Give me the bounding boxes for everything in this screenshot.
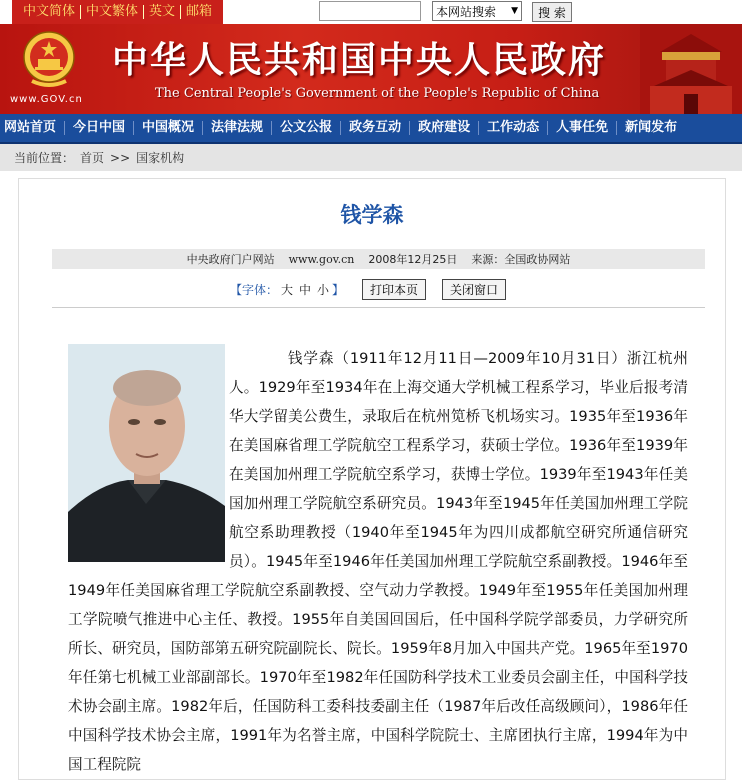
search-input[interactable]: [319, 1, 421, 21]
close-window-button[interactable]: 关闭窗口: [442, 279, 506, 300]
nav-official-documents[interactable]: 公文公报: [271, 121, 340, 135]
article-meta: [52, 249, 705, 269]
font-medium-link[interactable]: 中: [298, 282, 311, 297]
article-site: 中央政府门户网站: [186, 253, 275, 266]
nav-today-china[interactable]: 今日中国: [64, 121, 133, 135]
site-banner: [0, 24, 742, 114]
nav-press-release[interactable]: 新闻发布: [616, 121, 685, 135]
site-title: 中华人民共和国中央人民政府: [112, 39, 607, 81]
divider: [52, 307, 705, 308]
breadcrumb-label: 当前位置：: [14, 151, 75, 165]
nav-government-building[interactable]: 政府建设: [409, 121, 478, 135]
search-scope-value: 本网站搜索: [436, 4, 497, 19]
link-english[interactable]: 英文: [144, 5, 181, 19]
font-size-label: 【字体：: [229, 282, 278, 297]
breadcrumb-separator: >>: [110, 150, 131, 165]
nav-laws[interactable]: 法律法规: [202, 121, 271, 135]
site-title-english: The Central People's Government of the People's Republic of China: [155, 86, 600, 101]
nav-appointments[interactable]: 人事任免: [547, 121, 616, 135]
search-scope-select[interactable]: [432, 1, 522, 21]
breadcrumb: [0, 144, 742, 171]
portrait-photo: [68, 344, 225, 562]
breadcrumb-current[interactable]: 国家机构: [136, 151, 185, 165]
breadcrumb-home[interactable]: 首页: [80, 151, 105, 165]
font-large-link[interactable]: 大: [280, 282, 293, 297]
national-emblem-icon: [22, 29, 76, 89]
nav-home[interactable]: 网站首页: [4, 120, 57, 135]
search-button[interactable]: 搜 索: [532, 2, 572, 22]
article-tools: [19, 278, 725, 300]
language-links: [12, 0, 223, 24]
main-navigation: [0, 114, 742, 144]
link-mailbox[interactable]: 邮箱: [186, 4, 213, 19]
tiananmen-gate-icon: [640, 24, 742, 114]
article-domain: www.gov.cn: [288, 252, 355, 266]
link-traditional-chinese[interactable]: 中文繁体: [81, 5, 144, 19]
article-title: 钱学森: [340, 202, 404, 227]
chevron-down-icon: ▼: [511, 6, 518, 16]
nav-interaction[interactable]: 政务互动: [340, 121, 409, 135]
gov-url: www.GOV.cn: [10, 94, 83, 105]
font-small-link[interactable]: 小: [316, 282, 329, 297]
nav-china-overview[interactable]: 中国概况: [133, 121, 202, 135]
article-container: [18, 178, 726, 780]
link-simplified-chinese[interactable]: 中文简体: [18, 5, 81, 19]
top-bar: [0, 0, 742, 24]
article-date: 2008年12月25日: [368, 253, 458, 266]
font-size-close: 】: [332, 282, 345, 297]
font-size-control: [230, 281, 344, 298]
article-body-text: 钱学森（1911年12月11日—2009年10月31日）浙江杭州人。1929年至1934年在上海交通大学机械工程系学习，毕业后报考清华大学留美公费生，录取后在杭州笕桥飞机场实习。1935年至1936年在美国麻省理工学院航空工程系学习，获硕士学位。1936年至1939年在美国加州理工学院航空系学习，获博士学位。1939年至1943年任美国加州理工学院航空系研究员。1943年至1945年任美国加州理工学院航空系助理教授（1940年至1945年为四川成都航空研究所通信研究员）。1945年至1946年任美国加州理工学院航空系副教授。1946年至1949年任美国麻省理工学院航空系副教授、空气动力学教授。1949年至1955年任美国加州理工学院喷气推进中心主任、教授。1955年自美国回国后，任中国科学院学部委员，力学研究所所长、研究员，国防部第五研究院副院长、院长。1959年8月加入中国共产党。1965年至1970年任第七机械工业部副部长。1970年至1982年任国防科学技术工业委员会副主任，中国科学技术协会副主席。1982年后，任国防科工委科技委副主任（1987年后改任高级顾问），1986年任中国科学技术协会主席，1991年为名誉主席，中国科学院院士、主席团执行主席，1994年为中国工程院院: [68, 350, 688, 773]
nav-work-news[interactable]: 工作动态: [478, 121, 547, 135]
print-button[interactable]: 打印本页: [362, 279, 426, 300]
article-source: 来源：全国政协网站: [471, 253, 571, 266]
